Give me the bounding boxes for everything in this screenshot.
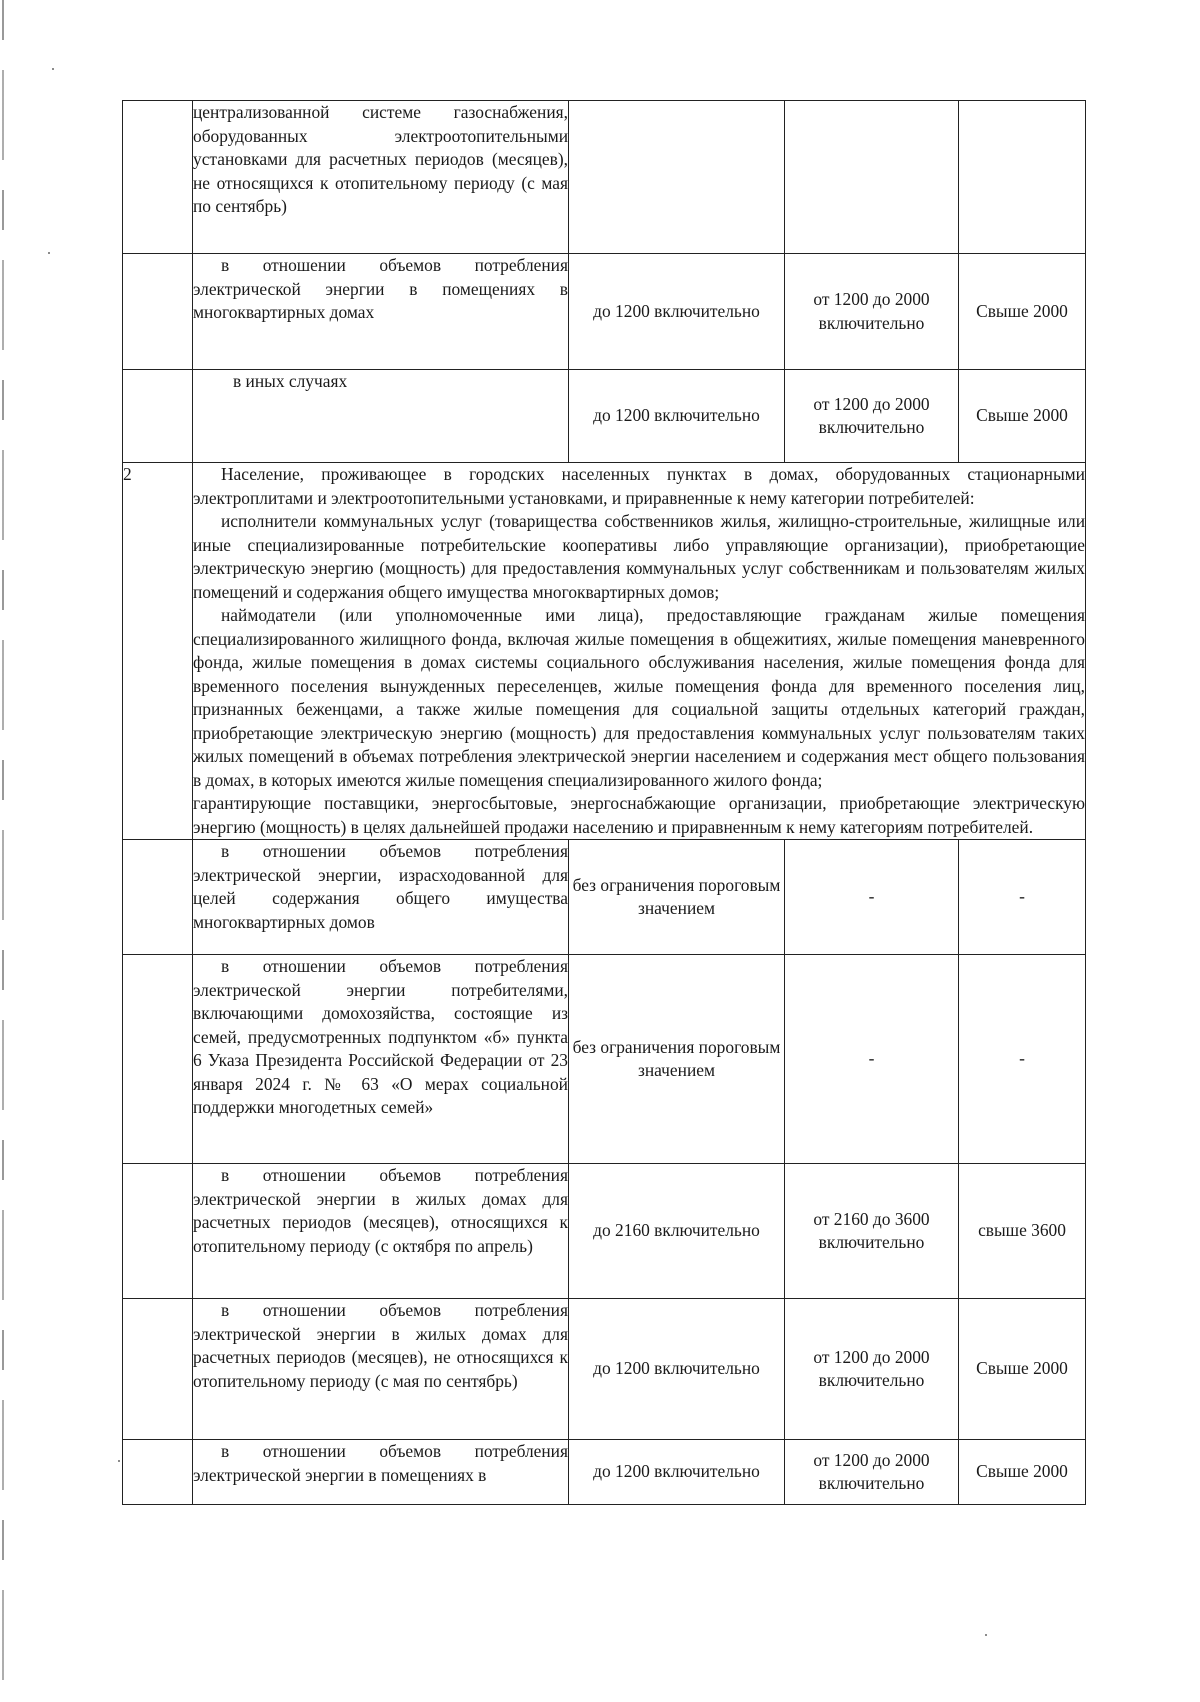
category-paragraph: Население, проживающее в городских населенных пунктах в домах, оборудованных стационарными электроплитами и электроотопительными установками, и приравненные к нему категории потребителей:	[193, 464, 1085, 508]
row-number	[123, 840, 193, 955]
row-number	[123, 1299, 193, 1440]
scan-speck	[48, 252, 50, 254]
range-mid-cell: от 1200 до 2000 включительно	[785, 1299, 959, 1440]
row-number: 2	[123, 463, 193, 840]
range-low-cell: без ограничения пороговым значением	[569, 840, 785, 955]
range-low-cell: без ограничения пороговым значением	[569, 955, 785, 1164]
range-mid-cell: -	[785, 955, 959, 1164]
table-row	[123, 370, 1086, 463]
scan-speck	[52, 68, 54, 70]
range-high-cell: -	[959, 840, 1086, 955]
range-low-cell: до 1200 включительно	[569, 1299, 785, 1440]
range-low-cell: до 1200 включительно	[569, 370, 785, 463]
scan-speck	[985, 1634, 987, 1636]
range-mid-cell	[785, 101, 959, 254]
row-description: в отношении объемов потребления электрической энергии в помещениях в многоквартирных домах	[193, 254, 569, 370]
row-description: в отношении объемов потребления электрической энергии в жилых домах для расчетных периодов (месяцев), относящихся к отопительному периоду (с октября по апрель)	[193, 1164, 569, 1299]
range-high-cell: Свыше 2000	[959, 1299, 1086, 1440]
range-low-cell: до 1200 включительно	[569, 254, 785, 370]
row-description: в отношении объемов потребления электрической энергии, израсходованной для целей содержания общего имущества многоквартирных домов	[193, 840, 569, 955]
row-description: в отношении объемов потребления электрической энергии потребителями, включающими домохозяйства, состоящие из семей, предусмотренных подпунктом «б» пункта 6 Указа Президента Российской Федерации от 23 января 2024 г. № 63 «О мерах социальной поддержки многодетных семей»	[193, 955, 569, 1164]
range-low-cell	[569, 101, 785, 254]
row-number	[123, 1164, 193, 1299]
range-high-cell: Свыше 2000	[959, 1440, 1086, 1505]
range-mid-cell: от 1200 до 2000 включительно	[785, 1440, 959, 1505]
range-high-cell: Свыше 2000	[959, 254, 1086, 370]
range-mid-cell: -	[785, 840, 959, 955]
table-row	[123, 1440, 1086, 1505]
range-low-cell: до 1200 включительно	[569, 1440, 785, 1505]
range-low-cell: до 2160 включительно	[569, 1164, 785, 1299]
row-number	[123, 101, 193, 254]
range-high-cell: свыше 3600	[959, 1164, 1086, 1299]
range-high-cell: -	[959, 955, 1086, 1164]
row-number	[123, 1440, 193, 1505]
table-row	[123, 101, 1086, 254]
row-description: в отношении объемов потребления электрической энергии в жилых домах для расчетных периодов (месяцев), не относящихся к отопительному периоду (с мая по сентябрь)	[193, 1299, 569, 1440]
category-paragraph: гарантирующие поставщики, энергосбытовые, энергоснабжающие организации, приобретающие электрическую энергию (мощность) в целях дальнейшей продажи населению и приравненным к нему категориям потребителей.	[193, 793, 1085, 837]
table-row	[123, 1164, 1086, 1299]
table-row	[123, 1299, 1086, 1440]
tariff-table	[122, 100, 1086, 1505]
row-description: централизованной системе газоснабжения, оборудованных электроотопительными установками для расчетных периодов (месяцев), не относящихся к отопительному периоду (с мая по сентябрь)	[193, 101, 569, 254]
table-row	[123, 463, 1086, 840]
category-description	[193, 463, 1086, 840]
row-description: в иных случаях	[193, 370, 569, 463]
scan-speck	[118, 1460, 120, 1462]
table-row	[123, 840, 1086, 955]
row-number	[123, 370, 193, 463]
table-row	[123, 254, 1086, 370]
category-paragraph: наймодатели (или уполномоченные ими лица), предоставляющие гражданам жилые помещения специализированного жилищного фонда, включая жилые помещения в общежитиях, жилые помещения маневренного фонда, жилые помещения в домах системы социального обслуживания населения, жилые помещения фонда для временного поселения вынужденных переселенцев, жилые помещения фонда для временного поселения лиц, признанных беженцами, а также жилые помещения для социальной защиты отдельных категорий граждан, приобретающие электрическую энергию (мощность) для предоставления коммунальных услуг пользователям таких жилых помещений в объемах потребления электрической энергии населением и содержания мест общего пользования в домах, в которых имеются жилые помещения специализированного жилого фонда;	[193, 605, 1085, 790]
range-high-cell	[959, 101, 1086, 254]
range-mid-cell: от 1200 до 2000 включительно	[785, 370, 959, 463]
row-number	[123, 955, 193, 1164]
row-description: в отношении объемов потребления электрической энергии в помещениях в	[193, 1440, 569, 1505]
row-number	[123, 254, 193, 370]
table-row	[123, 955, 1086, 1164]
category-paragraph: исполнители коммунальных услуг (товарищества собственников жилья, жилищно-строительные, жилищные или иные специализированные потребительские кооперативы либо управляющие организации), приобретающие электрическую энергию (мощность) для предоставления коммунальных услуг собственникам и пользователям жилых помещений и содержания общего имущества многоквартирных домов;	[193, 511, 1085, 602]
range-mid-cell: от 2160 до 3600 включительно	[785, 1164, 959, 1299]
scan-edge-shadow	[2, 0, 4, 1702]
range-mid-cell: от 1200 до 2000 включительно	[785, 254, 959, 370]
range-high-cell: Свыше 2000	[959, 370, 1086, 463]
